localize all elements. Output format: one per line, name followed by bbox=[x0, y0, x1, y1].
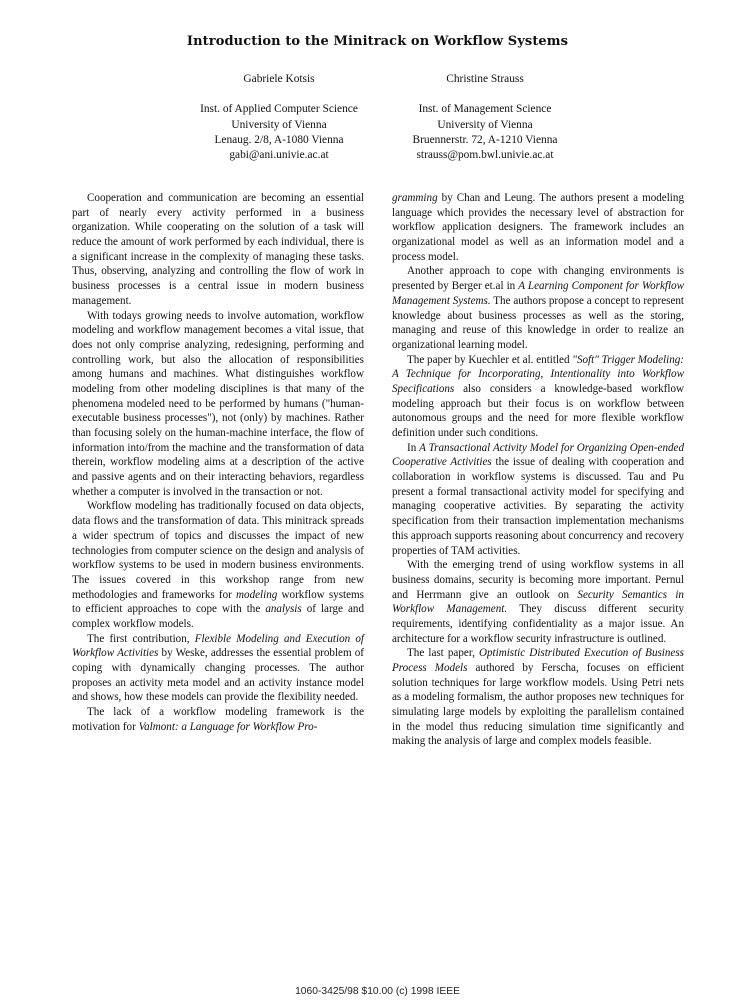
emphasis: analysis bbox=[265, 603, 302, 616]
text-run: workflow systems to efficient approaches to cope with the bbox=[72, 588, 364, 616]
author-email: gabi@ani.univie.ac.at bbox=[229, 149, 329, 162]
paper-reference: "Soft" Trigger Modeling: A Technique for Incorporating, Intentionality into Workflow Specifications bbox=[392, 353, 684, 395]
text-run: Another approach to cope with changing environments is presented by Berger et.al in bbox=[392, 265, 684, 293]
text-run: The lack of a workflow modeling framework is the motivation for bbox=[72, 706, 364, 733]
text-run: of large and complex workflow models. bbox=[72, 603, 364, 630]
text-run: by Weske, addresses the essential problem of coping with dynamically changing processes. The author proposes an activity meta model and an activity instance model and shows, how these models can provide the flexibility needed. bbox=[72, 647, 364, 704]
text-run: They discuss different security requirements, identifying confidentiality as a major issue. An architecture for a workflow security infrastructure is outlined. bbox=[392, 603, 684, 645]
text-run: The last paper, bbox=[407, 647, 479, 660]
author-name: Gabriele Kotsis bbox=[243, 73, 315, 85]
paragraph: Cooperation and communication are becoming an essential part of nearly every activity performed in a business organization. While cooperating on the solution of a task will reduce the amount of work performed by each individual, there is a significant increase in the complexity of managing these tasks. Thus, observing, analyzing and controlling the flow of work in business processes is a central issue in modern business management. bbox=[72, 192, 364, 307]
author-name: Christine Strauss bbox=[446, 73, 524, 85]
paragraph bbox=[392, 264, 684, 352]
author-block-kotsis bbox=[164, 72, 394, 163]
paper-reference: Flexible Modeling and Execution of Workflow Activities bbox=[72, 632, 364, 660]
paragraph bbox=[392, 558, 684, 646]
paper-reference: Optimistic Distributed Execution of Business Process Models bbox=[392, 647, 684, 674]
text-run: With the emerging trend of using workflow systems in all business domains, security is becoming more important. Pernul and Herrmann give an outlook on bbox=[392, 559, 684, 601]
text-run: The first contribution, bbox=[87, 632, 195, 645]
right-column bbox=[392, 191, 684, 749]
paragraph: With todays growing needs to involve automation, workflow modeling and workflow management becomes a vital issue, that does not only comprise analyzing, redesigning, performing and controlling work, but also the allocation of responsibilities among humans and machines. What distinguishes workflow modeling from other modeling disciplines is that many of the phenomena modeled need to be performed by humans ("human-executable business processes"), not (only) by machines. Rather than focusing solely on the human-machine interface, the flow of information into/from the machine and the transformation of data therein, workflow modeling aims at a description of the active and passive agents and on their interacting behaviors, regardless whether a computer is involved in the transaction or not. bbox=[72, 309, 364, 498]
author-email: strauss@pom.bwl.univie.ac.at bbox=[416, 149, 554, 162]
paragraph bbox=[392, 441, 684, 559]
author-affiliation: Inst. of Management Science bbox=[418, 103, 552, 116]
paper-reference: A Transactional Activity Model for Organizing Open-ended Cooperative Activities bbox=[392, 441, 685, 469]
text-run: also considers a knowledge-based workflow modeling approach but their focus is on workflow between autonomous groups and the need for more flexible workflow definition under such conditions. bbox=[392, 382, 684, 439]
paper-reference: Valmont: a Language for Workflow Pro- bbox=[138, 720, 318, 733]
left-column bbox=[72, 191, 364, 734]
text-run: by Chan and Leung. The authors present a modeling language which provides the necessary level of abstraction for workflow application designers. The framework includes an organizational model as well as an information model and a process model. bbox=[392, 192, 684, 263]
text-run: the issue of dealing with cooperation and collaboration in workflow systems is discussed. Tau and Pu present a formal transactional activity model for specifying and managing cooperative activities. By separating the activity specification from their transaction implementation mechanisms this approach supports reasoning about concurrency and recovery properties of TAM activities. bbox=[392, 456, 684, 557]
paragraph bbox=[392, 646, 684, 749]
copyright-footer: 1060-3425/98 $10.00 (c) 1998 IEEE bbox=[295, 986, 460, 997]
paper-reference: Security Semantics in Workflow Management. bbox=[392, 588, 684, 616]
text-run: Workflow modeling has traditionally focused on data objects, data flows and the transformation of data. This minitrack spreads a wider spectrum of topics and discusses the impact of new technologies from computer science on the design and analysis of workflow systems to be used in modern business environments. The issues covered in this workshop range from new methodologies and frameworks for bbox=[72, 500, 364, 601]
text-run: In bbox=[407, 441, 420, 454]
paragraph bbox=[72, 705, 364, 734]
paragraph bbox=[392, 353, 684, 441]
paper-title: Introduction to the Minitrack on Workflow Systems bbox=[186, 34, 569, 49]
text-run: The paper by Kuechler et al. entitled bbox=[407, 353, 573, 366]
paper-reference: gramming bbox=[392, 192, 438, 204]
author-address: Bruennerstr. 72, A-1210 Vienna bbox=[412, 133, 558, 146]
paper-reference: A Learning Component for Workflow Management Systems. bbox=[392, 280, 684, 307]
author-university: University of Vienna bbox=[437, 118, 533, 131]
paragraph bbox=[72, 632, 364, 705]
paragraph bbox=[392, 191, 684, 264]
author-address: Lenaug. 2/8, A-1080 Vienna bbox=[214, 133, 344, 146]
author-affiliation: Inst. of Applied Computer Science bbox=[200, 103, 358, 116]
text-run: authored by Ferscha, focuses on efficient solution techniques for large workflow models. Using Petri nets as a modeling formalism, the author proposes new techniques for simulating large models by exploiting the parallelism contained in the model thus reducing simulation time significantly and making the analysis of large and complex models feasible. bbox=[392, 662, 684, 748]
paragraph bbox=[72, 499, 364, 631]
text-run: The authors propose a concept to represent knowledge about business processes as well as the storing, managing and reuse of this knowledge in order to realize an organizational learning model. bbox=[392, 294, 684, 351]
emphasis: modeling bbox=[236, 588, 278, 601]
author-university: University of Vienna bbox=[231, 118, 327, 131]
author-block-strauss bbox=[385, 72, 585, 163]
